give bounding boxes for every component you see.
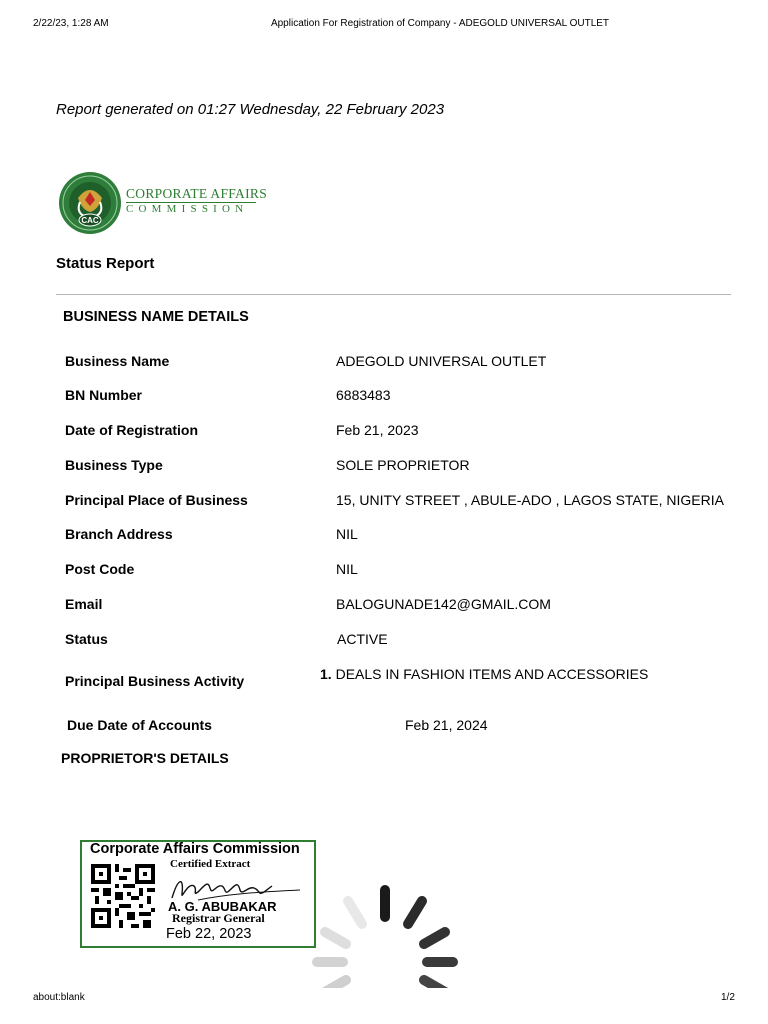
certified-extract-stamp (80, 840, 316, 948)
stamp-date: Feb 22, 2023 (166, 926, 252, 942)
cac-seal-icon (58, 168, 124, 238)
detail-label-principal-place: Principal Place of Business (65, 492, 248, 508)
print-header-datetime: 2/22/23, 1:28 AM (33, 18, 109, 29)
report-generated-text: Report generated on 01:27 Wednesday, 22 February 2023 (56, 101, 445, 118)
detail-label-email: Email (65, 596, 103, 612)
detail-label-branch-address: Branch Address (65, 526, 173, 542)
detail-value-post-code: NIL (336, 561, 358, 577)
activity-number: 1. (320, 666, 332, 682)
detail-label-date-of-registration: Date of Registration (65, 422, 199, 438)
detail-label-due-date: Due Date of Accounts (67, 717, 212, 733)
detail-value-status: ACTIVE (337, 631, 388, 647)
detail-value-business-type: SOLE PROPRIETOR (336, 457, 470, 473)
stamp-organization: Corporate Affairs Commission (90, 841, 300, 857)
detail-label-principal-activity: Principal Business Activity (65, 673, 245, 689)
detail-label-business-name: Business Name (65, 353, 170, 369)
qr-code-icon (91, 864, 155, 928)
cac-logo (58, 168, 268, 238)
cac-seal-text: CAC (81, 216, 99, 225)
detail-value-email: BALOGUNADE142@GMAIL.COM (336, 596, 551, 612)
print-footer-page: 1/2 (721, 992, 735, 1003)
stamp-signatory-name: A. G. ABUBAKAR (168, 899, 277, 914)
detail-value-date-of-registration: Feb 21, 2023 (336, 422, 419, 438)
print-header-title: Application For Registration of Company - ADEGOLD UNIVERSAL OUTLET (270, 18, 610, 29)
detail-label-business-type: Business Type (65, 457, 163, 473)
activity-text: DEALS IN FASHION ITEMS AND ACCESSORIES (335, 666, 649, 682)
detail-value-business-name: ADEGOLD UNIVERSAL OUTLET (336, 353, 547, 369)
proprietors-details-title: PROPRIETOR'S DETAILS (61, 750, 229, 766)
stamp-certified-label: Certified Extract (170, 858, 251, 870)
detail-value-principal-activity (320, 666, 648, 682)
detail-value-due-date: Feb 21, 2024 (405, 717, 488, 733)
section-divider (56, 294, 731, 295)
business-name-details-title: BUSINESS NAME DETAILS (63, 309, 249, 325)
detail-value-branch-address: NIL (336, 526, 358, 542)
detail-value-principal-place: 15, UNITY STREET , ABULE-ADO , LAGOS STATE, NIGERIA (336, 492, 724, 508)
detail-value-bn-number: 6883483 (336, 387, 391, 403)
logo-line-commission: COMMISSION (126, 203, 249, 215)
stamp-signatory-role: Registrar General (172, 911, 265, 925)
detail-label-post-code: Post Code (65, 561, 135, 577)
detail-label-status: Status (65, 631, 108, 647)
loading-spinner-icon (300, 875, 470, 988)
status-report-title: Status Report (56, 255, 155, 272)
detail-label-bn-number: BN Number (65, 387, 143, 403)
print-footer-url: about:blank (33, 992, 85, 1003)
logo-line-corporate-affairs: CORPORATE AFFAIRS (126, 186, 268, 201)
